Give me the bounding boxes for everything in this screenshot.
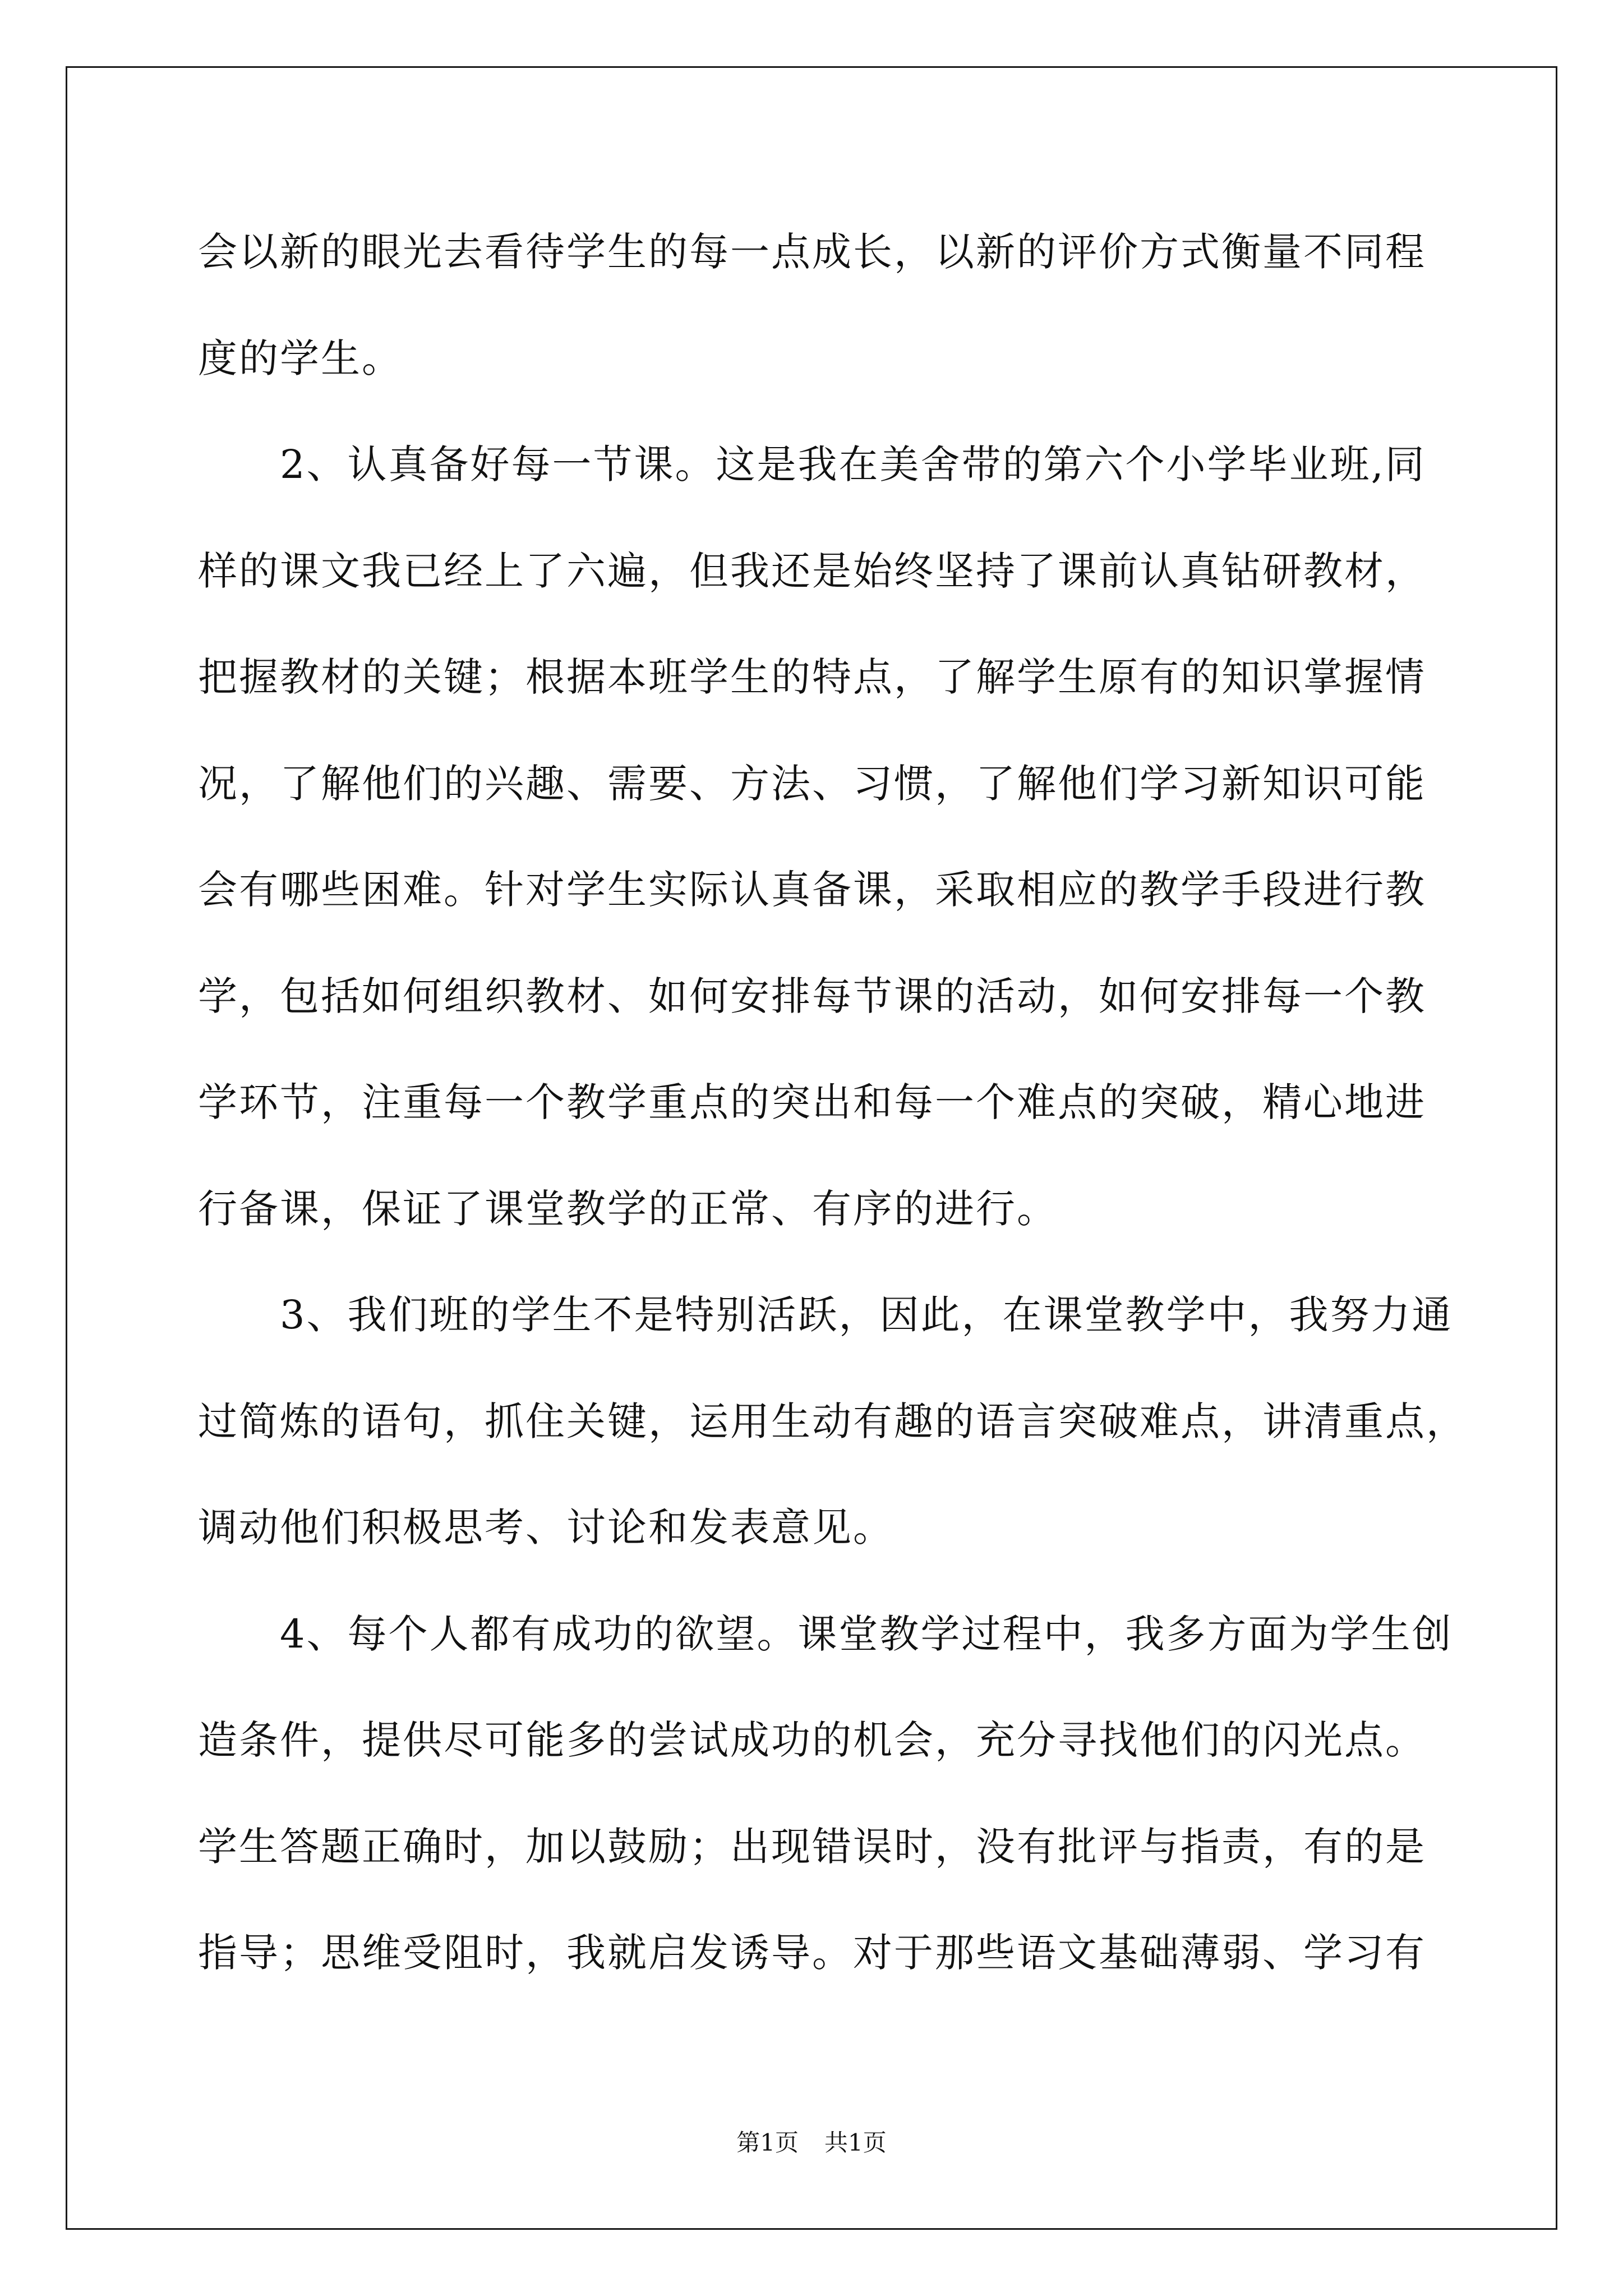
paragraph-2-line: 2、认真备好每一节课。这是我在美舍带的第六个小学毕业班,同: [280, 441, 1426, 487]
paragraph-4-line: 造条件，提供尽可能多的尝试成功的机会，充分寻找他们的闪光点。: [198, 1717, 1426, 1763]
paragraph-3-line: 过简炼的语句，抓住关键，运用生动有趣的语言突破难点，讲清重点，: [198, 1398, 1467, 1444]
paragraph-2-line: 学，包括如何组织教材、如何安排每节课的活动，如何安排每一个教: [198, 973, 1426, 1019]
paragraph-2-line: 学环节，注重每一个教学重点的突出和每一个难点的突破，精心地进: [198, 1079, 1426, 1125]
paragraph-1-line: 度的学生。: [198, 335, 403, 381]
paragraph-2-line: 会有哪些困难。针对学生实际认真备课，采取相应的教学手段进行教: [198, 867, 1426, 913]
paragraph-2-line: 样的课文我已经上了六遍，但我还是始终坚持了课前认真钻研教材，: [198, 547, 1426, 594]
page-footer: [0, 2130, 1623, 2156]
paragraph-2-line: 况，了解他们的兴趣、需要、方法、习惯，了解他们学习新知识可能: [198, 760, 1426, 807]
paragraph-4-line: 4、每个人都有成功的欲望。课堂教学过程中，我多方面为学生创: [280, 1611, 1453, 1657]
paragraph-1-line: 会以新的眼光去看待学生的每一点成长，以新的评价方式衡量不同程: [198, 229, 1426, 275]
page-number-total: 共1页: [824, 2129, 887, 2156]
paragraph-3-line: 3、我们班的学生不是特别活跃，因此，在课堂教学中，我努力通: [280, 1292, 1453, 1338]
page-border: [66, 66, 1557, 2230]
page-number-current: 第1页: [736, 2129, 799, 2156]
paragraph-2-line: 行备课，保证了课堂教学的正常、有序的进行。: [198, 1185, 1058, 1232]
paragraph-3-line: 调动他们积极思考、讨论和发表意见。: [198, 1504, 894, 1550]
paragraph-4-line: 指导；思维受阻时，我就启发诱导。对于那些语文基础薄弱、学习有: [198, 1930, 1426, 1976]
paragraph-2-line: 把握教材的关键；根据本班学生的特点，了解学生原有的知识掌握情: [198, 654, 1426, 700]
paragraph-4-line: 学生答题正确时，加以鼓励；出现错误时，没有批评与指责，有的是: [198, 1823, 1426, 1870]
